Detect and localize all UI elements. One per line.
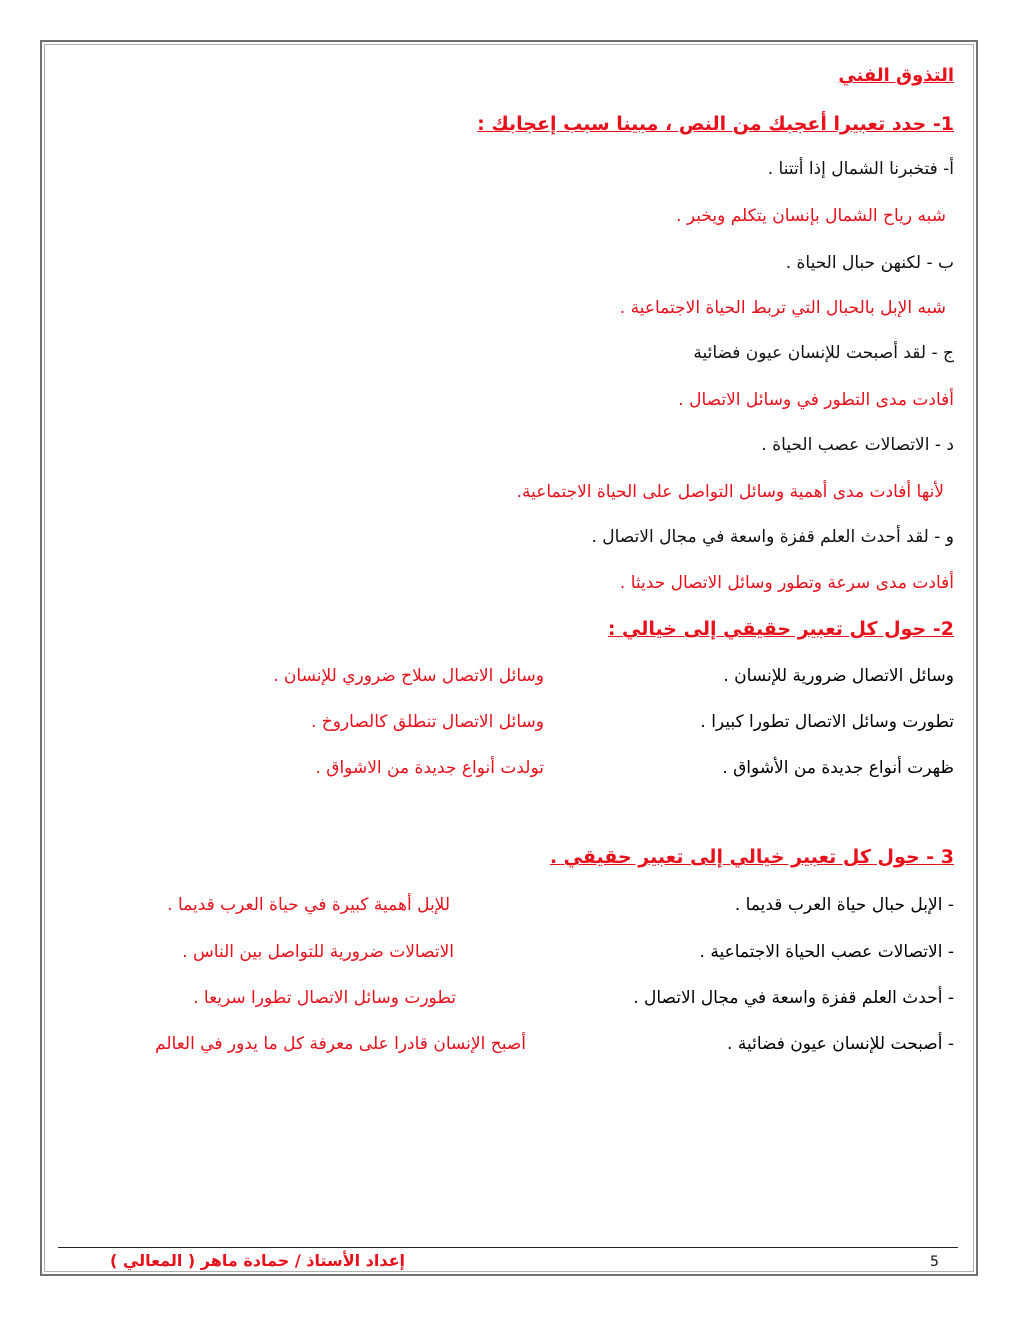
q1-item-a-answer: شبه رياح الشمال بإنسان يتكلم ويخبر .: [676, 206, 946, 226]
footer-author: إعداد الأستاذ / حمادة ماهر ( المعالي ): [110, 1251, 406, 1270]
q1-item-c-question: ج - لقد أصبحت للإنسان عيون فضائية: [693, 343, 954, 363]
q3-row-1-original: - الإبل حبال حياة العرب قديما .: [734, 895, 954, 915]
q1-item-b-answer: شبه الإبل بالحبال التي تربط الحياة الاجتماعية .: [619, 298, 946, 318]
q2-row-3-original: ظهرت أنواع جديدة من الأشواق .: [722, 758, 954, 778]
footer-divider: [58, 1247, 958, 1248]
q2-row-1-original: وسائل الاتصال ضرورية للإنسان .: [723, 666, 954, 686]
q2-row-3-converted: تولدت أنواع جديدة من الاشواق .: [315, 758, 544, 778]
q3-row-3-original: - أحدث العلم قفزة واسعة في مجال الاتصال .: [633, 988, 954, 1008]
page-border-inner: [44, 44, 974, 1272]
q3-heading: 3 - حول كل تعبير خيالي إلى تعبير حقيقي .: [549, 846, 954, 868]
q1-item-d-question: د - الاتصالات عصب الحياة .: [761, 435, 954, 455]
q2-heading: 2- حول كل تعبير حقيقي إلى خيالي :: [607, 618, 954, 640]
q1-item-b-question: ب - لكنهن حبال الحياة .: [785, 253, 954, 273]
q3-row-3-converted: تطورت وسائل الاتصال تطورا سريعا .: [193, 988, 456, 1008]
q1-item-c-answer: أفادت مدى التطور في وسائل الاتصال .: [678, 390, 954, 410]
q1-heading: 1- حدد تعبيرا أعجبك من النص ، مبينا سبب إعجابك :: [477, 113, 954, 135]
q3-row-2-original: - الاتصالات عصب الحياة الاجتماعية .: [699, 942, 954, 962]
q2-row-2-original: تطورت وسائل الاتصال تطورا كبيرا .: [700, 712, 954, 732]
q1-item-e-answer: أفادت مدى سرعة وتطور وسائل الاتصال حديثا .: [619, 573, 954, 593]
q1-item-d-answer: لأنها أفادت مدى أهمية وسائل التواصل على الحياة الاجتماعية.: [516, 482, 944, 502]
q3-row-4-original: - أصبحت للإنسان عيون فضائية .: [727, 1034, 954, 1054]
q2-row-1-converted: وسائل الاتصال سلاح ضروري للإنسان .: [273, 666, 544, 686]
q1-item-a-question: أ- فتخبرنا الشمال إذا أتتنا .: [767, 159, 954, 179]
q3-row-1-converted: للإبل أهمية كبيرة في حياة العرب قديما .: [167, 895, 450, 915]
q1-item-e-question: و - لقد أحدث العلم قفزة واسعة في مجال الاتصال .: [591, 527, 954, 547]
q2-row-2-converted: وسائل الاتصال تنطلق كالصاروخ .: [310, 712, 544, 732]
page-number: 5: [930, 1254, 939, 1270]
q3-row-4-converted: أصبح الإنسان قادرا على معرفة كل ما يدور في العالم: [155, 1034, 526, 1054]
q3-row-2-converted: الاتصالات ضرورية للتواصل بين الناس .: [182, 942, 454, 962]
page-title: التذوق الفني: [838, 65, 954, 86]
